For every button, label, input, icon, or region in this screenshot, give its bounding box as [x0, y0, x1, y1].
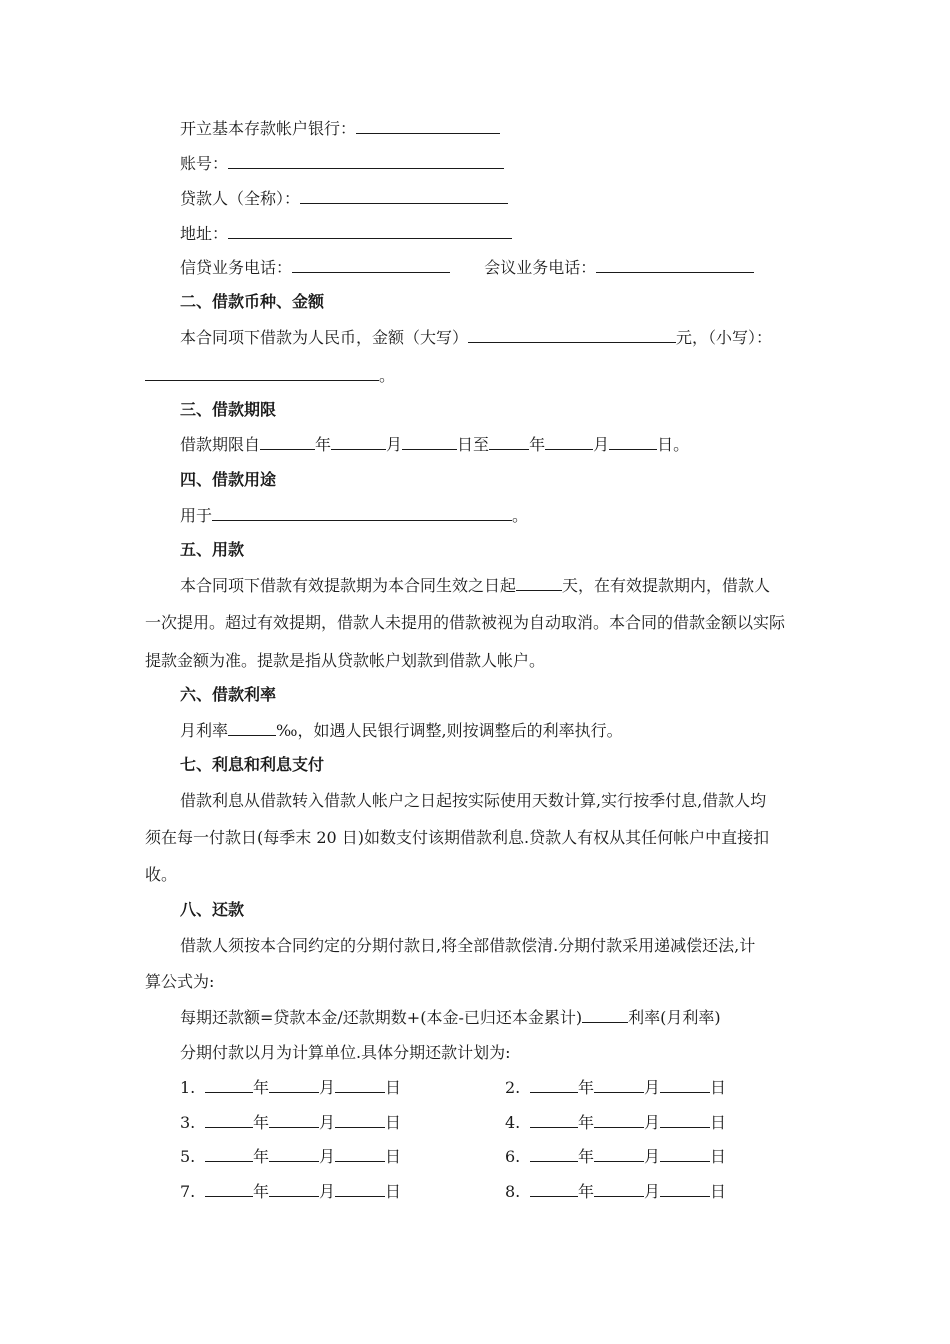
section-4-title: 四、借款用途	[180, 470, 277, 489]
schedule-day-blank[interactable]	[335, 1113, 385, 1128]
section-8-line-1: 借款人须按本合同约定的分期付款日,将全部借款偿清.分期付款采用递减偿还法,计	[180, 936, 756, 955]
formula-blank[interactable]	[582, 1008, 628, 1023]
schedule-year-blank[interactable]	[530, 1113, 578, 1128]
bank-label: 开立基本存款帐户银行：	[180, 119, 357, 138]
rate-prefix: 月利率	[180, 721, 229, 740]
account-field	[180, 153, 504, 175]
amount-lower-label: 元，（小写）：	[676, 328, 773, 347]
loan-period	[180, 434, 689, 456]
section-5-line-1	[180, 575, 770, 597]
schedule-number: 5.	[180, 1147, 196, 1166]
schedule-month-label: 月	[319, 1147, 336, 1166]
schedule-number: 8.	[505, 1182, 521, 1201]
schedule-year-label: 年	[578, 1113, 595, 1132]
section-2-title: 二、借款币种、金额	[180, 292, 325, 311]
amount-upper-label: 本合同项下借款为人民币，金额（大写）	[180, 328, 469, 347]
withdraw-days-blank[interactable]	[516, 576, 562, 591]
purpose-prefix: 用于	[180, 506, 213, 525]
schedule-day-blank[interactable]	[335, 1182, 385, 1197]
address-label: 地址：	[180, 224, 229, 243]
schedule-day-label: 日	[385, 1147, 402, 1166]
account-label: 账号：	[180, 154, 229, 173]
schedule-entry	[180, 1112, 401, 1134]
year-label: 年	[315, 435, 332, 454]
schedule-month-label: 月	[319, 1113, 336, 1132]
address-field	[180, 223, 512, 245]
section-5-line-2: 一次提用。超过有效提期，借款人未提用的借款被视为自动取消。本合同的借款金额以实际	[145, 613, 786, 632]
day-end-label: 日。	[657, 435, 690, 454]
section-5-line-3: 提款金额为准。提款是指从贷款帐户划款到借款人帐户。	[145, 651, 546, 670]
schedule-month-label: 月	[319, 1078, 336, 1097]
month-label-2: 月	[593, 435, 610, 454]
section-6-title: 六、借款利率	[180, 685, 277, 704]
schedule-number: 3.	[180, 1113, 196, 1132]
schedule-day-blank[interactable]	[335, 1147, 385, 1162]
credit-phone-label: 信贷业务电话：	[180, 258, 293, 277]
schedule-month-blank[interactable]	[594, 1182, 644, 1197]
schedule-day-blank[interactable]	[660, 1113, 710, 1128]
meeting-phone-label: 会议业务电话：	[484, 258, 597, 277]
schedule-entry	[505, 1112, 726, 1134]
schedule-month-blank[interactable]	[269, 1147, 319, 1162]
schedule-month-blank[interactable]	[269, 1113, 319, 1128]
section-8-title: 八、还款	[180, 900, 245, 919]
schedule-day-label: 日	[385, 1182, 402, 1201]
section-7-title: 七、利息和利息支付	[180, 755, 325, 774]
schedule-year-label: 年	[578, 1182, 595, 1201]
schedule-entry	[505, 1181, 726, 1203]
schedule-day-label: 日	[385, 1078, 402, 1097]
repayment-formula	[180, 1007, 721, 1029]
schedule-year-label: 年	[578, 1078, 595, 1097]
interest-rate	[180, 720, 623, 742]
start-month-blank[interactable]	[331, 435, 386, 450]
section-7-line-2: 须在每一付款日(每季末 20 日)如数支付该期借款利息.贷款人有权从其任何帐户中直接扣	[145, 828, 770, 847]
rate-blank[interactable]	[228, 721, 276, 736]
schedule-number: 4.	[505, 1113, 521, 1132]
schedule-number: 1.	[180, 1078, 196, 1097]
section-7-line-1: 借款利息从借款转入借款人帐户之日起按实际使用天数计算,实行按季付息,借款人均	[180, 791, 767, 810]
schedule-year-blank[interactable]	[530, 1182, 578, 1197]
schedule-year-label: 年	[253, 1182, 270, 1201]
lender-blank[interactable]	[300, 189, 508, 204]
schedule-day-label: 日	[710, 1182, 727, 1201]
schedule-entry	[180, 1146, 401, 1168]
section-5-title: 五、用款	[180, 540, 245, 559]
formula-text: 每期还款额=贷款本金/还款期数+(本金-已归还本金累计)	[180, 1008, 583, 1027]
schedule-day-blank[interactable]	[660, 1147, 710, 1162]
bank-blank[interactable]	[356, 119, 500, 134]
loan-purpose	[180, 505, 528, 527]
schedule-year-blank[interactable]	[205, 1147, 253, 1162]
schedule-number: 7.	[180, 1182, 196, 1201]
schedule-month-blank[interactable]	[269, 1182, 319, 1197]
phone-fields	[180, 257, 754, 279]
schedule-year-blank[interactable]	[205, 1182, 253, 1197]
lender-label: 贷款人（全称）：	[180, 189, 301, 208]
schedule-year-blank[interactable]	[205, 1078, 253, 1093]
section-2-text	[180, 327, 772, 349]
schedule-month-label: 月	[644, 1078, 661, 1097]
schedule-day-blank[interactable]	[660, 1182, 710, 1197]
schedule-month-label: 月	[319, 1182, 336, 1201]
section-2-text-cont	[145, 365, 395, 387]
schedule-entry	[180, 1181, 401, 1203]
end-year-blank[interactable]	[489, 435, 529, 450]
formula-text-2: 利率(月利率)	[628, 1008, 721, 1027]
schedule-month-label: 月	[644, 1113, 661, 1132]
meeting-phone-blank[interactable]	[596, 258, 754, 273]
schedule-entry	[180, 1077, 401, 1099]
purpose-suffix: 。	[512, 506, 529, 525]
lender-field	[180, 188, 508, 210]
section-8-line-2: 算公式为:	[145, 972, 215, 991]
schedule-month-blank[interactable]	[269, 1078, 319, 1093]
start-day-blank[interactable]	[402, 435, 457, 450]
month-label: 月	[386, 435, 403, 454]
purpose-blank[interactable]	[212, 506, 512, 521]
end-month-blank[interactable]	[545, 435, 593, 450]
schedule-entry	[505, 1146, 726, 1168]
address-blank[interactable]	[228, 224, 512, 239]
schedule-month-label: 月	[644, 1147, 661, 1166]
withdraw-period-text-2: 天，在有效提款期内，借款人	[562, 576, 771, 595]
schedule-number: 2.	[505, 1078, 521, 1097]
credit-phone-blank[interactable]	[292, 258, 450, 273]
year-label-2: 年	[529, 435, 546, 454]
schedule-intro: 分期付款以月为计算单位.具体分期还款计划为:	[180, 1043, 511, 1062]
schedule-day-label: 日	[385, 1113, 402, 1132]
end-day-blank[interactable]	[609, 435, 657, 450]
schedule-year-label: 年	[578, 1147, 595, 1166]
schedule-day-blank[interactable]	[335, 1078, 385, 1093]
schedule-year-label: 年	[253, 1078, 270, 1097]
schedule-year-blank[interactable]	[530, 1147, 578, 1162]
schedule-month-label: 月	[644, 1182, 661, 1201]
schedule-number: 6.	[505, 1147, 521, 1166]
section-7-line-3: 收。	[145, 865, 178, 884]
amount-end: 。	[379, 366, 396, 385]
withdraw-period-text: 本合同项下借款有效提款期为本合同生效之日起	[180, 576, 517, 595]
schedule-month-blank[interactable]	[594, 1113, 644, 1128]
schedule-year-label: 年	[253, 1113, 270, 1132]
period-prefix: 借款期限自	[180, 435, 261, 454]
schedule-day-label: 日	[710, 1113, 727, 1132]
rate-suffix: ‰，如遇人民银行调整,则按调整后的利率执行。	[276, 721, 623, 740]
section-3-title: 三、借款期限	[180, 400, 277, 419]
schedule-year-blank[interactable]	[205, 1113, 253, 1128]
amount-lower-blank[interactable]	[145, 366, 379, 381]
schedule-year-label: 年	[253, 1147, 270, 1166]
schedule-entry	[505, 1077, 726, 1099]
schedule-month-blank[interactable]	[594, 1078, 644, 1093]
schedule-year-blank[interactable]	[530, 1078, 578, 1093]
account-blank[interactable]	[228, 154, 504, 169]
day-to-label: 日至	[457, 435, 490, 454]
schedule-month-blank[interactable]	[594, 1147, 644, 1162]
schedule-day-label: 日	[710, 1147, 727, 1166]
start-year-blank[interactable]	[260, 435, 315, 450]
schedule-day-blank[interactable]	[660, 1078, 710, 1093]
bank-field	[180, 118, 500, 140]
schedule-day-label: 日	[710, 1078, 727, 1097]
amount-upper-blank[interactable]	[468, 328, 676, 343]
